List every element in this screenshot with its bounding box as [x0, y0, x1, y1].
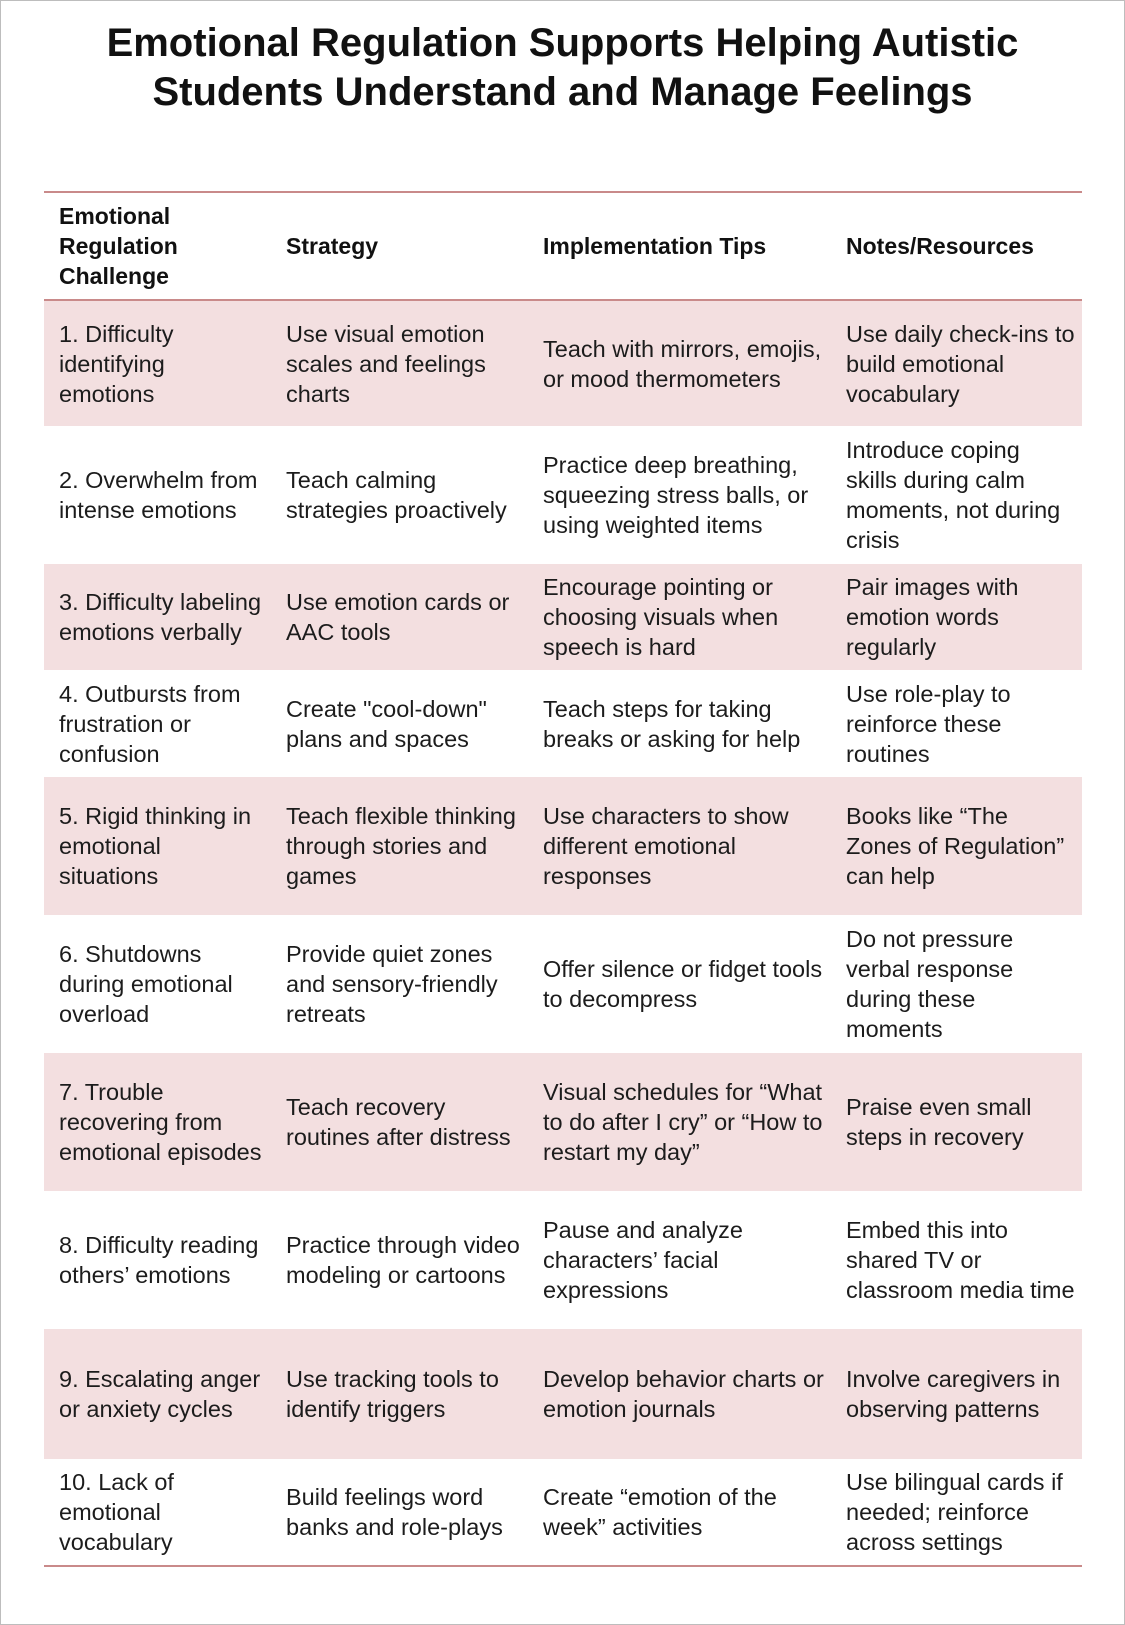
header-challenge: Emotional Regulation Challenge — [44, 192, 271, 300]
cell-challenge: 7. Trouble recovering from emotional episodes — [44, 1053, 271, 1191]
cell-tips: Develop behavior charts or emotion journals — [528, 1329, 831, 1459]
header-strategy: Strategy — [271, 192, 528, 300]
cell-tips: Pause and analyze characters’ facial expressions — [528, 1191, 831, 1329]
cell-strategy: Teach calming strategies proactively — [271, 426, 528, 564]
cell-strategy: Teach recovery routines after distress — [271, 1053, 528, 1191]
header-implementation-tips: Implementation Tips — [528, 192, 831, 300]
cell-tips: Offer silence or fidget tools to decompress — [528, 915, 831, 1053]
cell-challenge: 5. Rigid thinking in emotional situations — [44, 777, 271, 915]
cell-tips: Teach with mirrors, emojis, or mood thermometers — [528, 300, 831, 426]
table-row — [44, 426, 1082, 564]
cell-tips: Teach steps for taking breaks or asking for help — [528, 670, 831, 777]
cell-notes: Pair images with emotion words regularly — [831, 564, 1082, 670]
cell-challenge: 8. Difficulty reading others’ emotions — [44, 1191, 271, 1329]
cell-strategy: Provide quiet zones and sensory-friendly retreats — [271, 915, 528, 1053]
cell-challenge: 2. Overwhelm from intense emotions — [44, 426, 271, 564]
cell-notes: Use role-play to reinforce these routines — [831, 670, 1082, 777]
table-row — [44, 1191, 1082, 1329]
cell-challenge: 3. Difficulty labeling emotions verbally — [44, 564, 271, 670]
cell-strategy: Teach flexible thinking through stories and games — [271, 777, 528, 915]
table-row — [44, 1459, 1082, 1566]
cell-strategy: Build feelings word banks and role-plays — [271, 1459, 528, 1566]
strategies-table — [44, 191, 1082, 1567]
cell-strategy: Use visual emotion scales and feelings charts — [271, 300, 528, 426]
page-title: Emotional Regulation Supports Helping Autistic Students Understand and Manage Feelings — [106, 21, 1019, 114]
table-row — [44, 1329, 1082, 1459]
cell-notes: Embed this into shared TV or classroom media time — [831, 1191, 1082, 1329]
cell-challenge: 9. Escalating anger or anxiety cycles — [44, 1329, 271, 1459]
table-row — [44, 777, 1082, 915]
cell-notes: Use bilingual cards if needed; reinforce across settings — [831, 1459, 1082, 1566]
cell-notes: Involve caregivers in observing patterns — [831, 1329, 1082, 1459]
table-row — [44, 300, 1082, 426]
cell-notes: Introduce coping skills during calm moments, not during crisis — [831, 426, 1082, 564]
header-notes-resources: Notes/Resources — [831, 192, 1082, 300]
table-row — [44, 915, 1082, 1053]
cell-strategy: Practice through video modeling or cartoons — [271, 1191, 528, 1329]
cell-tips: Create “emotion of the week” activities — [528, 1459, 831, 1566]
cell-notes: Books like “The Zones of Regulation” can help — [831, 777, 1082, 915]
cell-tips: Encourage pointing or choosing visuals when speech is hard — [528, 564, 831, 670]
cell-tips: Visual schedules for “What to do after I cry” or “How to restart my day” — [528, 1053, 831, 1191]
cell-notes: Praise even small steps in recovery — [831, 1053, 1082, 1191]
table-row — [44, 670, 1082, 777]
cell-notes: Use daily check-ins to build emotional vocabulary — [831, 300, 1082, 426]
cell-strategy: Use tracking tools to identify triggers — [271, 1329, 528, 1459]
cell-challenge: 10. Lack of emotional vocabulary — [44, 1459, 271, 1566]
table-row — [44, 1053, 1082, 1191]
cell-challenge: 1. Difficulty identifying emotions — [44, 300, 271, 426]
cell-challenge: 6. Shutdowns during emotional overload — [44, 915, 271, 1053]
cell-strategy: Create "cool-down" plans and spaces — [271, 670, 528, 777]
table-header-row — [44, 192, 1082, 300]
cell-notes: Do not pressure verbal response during these moments — [831, 915, 1082, 1053]
cell-tips: Practice deep breathing, squeezing stress balls, or using weighted items — [528, 426, 831, 564]
cell-strategy: Use emotion cards or AAC tools — [271, 564, 528, 670]
cell-challenge: 4. Outbursts from frustration or confusion — [44, 670, 271, 777]
table-row — [44, 564, 1082, 670]
cell-tips: Use characters to show different emotional responses — [528, 777, 831, 915]
